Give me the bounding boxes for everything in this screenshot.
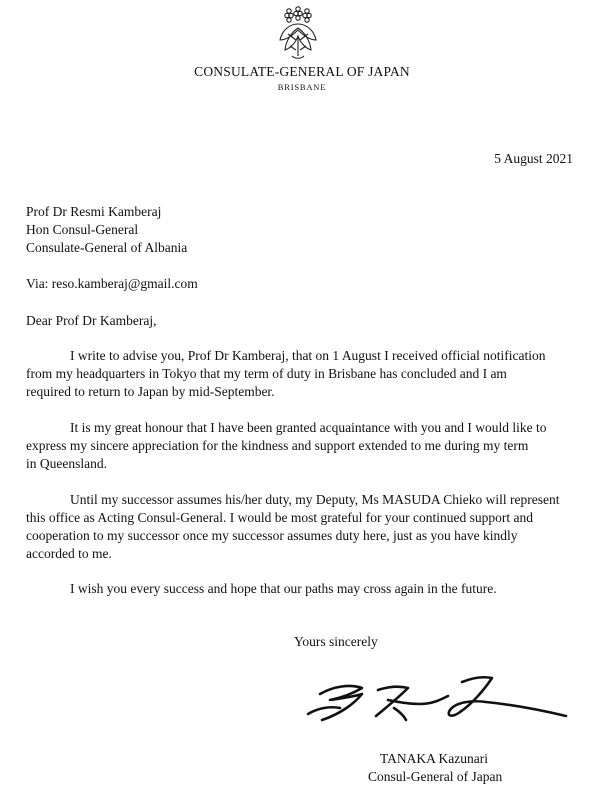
body-paragraph-4: [26, 580, 586, 598]
paragraph-line: express my sincere appreciation for the kindness and support extended to me during my term: [26, 438, 529, 453]
recipient-block: [26, 203, 187, 257]
recipient-organization: Consulate-General of Albania: [26, 240, 188, 255]
salutation: Dear Prof Dr Kamberaj,: [26, 313, 157, 328]
paragraph-line: from my headquarters in Tokyo that my term of duty in Brisbane has concluded and I am: [26, 366, 507, 381]
paragraph-line: accorded to me.: [26, 546, 112, 561]
paragraph-line: in Queensland.: [26, 456, 107, 471]
signer-title: Consul-General of Japan: [368, 769, 503, 784]
body-paragraph-2: [26, 419, 586, 473]
via-email-line: Via: reso.kamberaj@gmail.com: [26, 276, 198, 291]
paragraph-line: Until my successor assumes his/her duty, my Deputy, Ms MASUDA Chieko will represent: [70, 492, 560, 507]
handwritten-signature: [300, 664, 580, 734]
paragraph-line: cooperation to my successor once my successor assumes duty here, just as you have kindly: [26, 528, 518, 543]
recipient-title: Hon Consul-General: [26, 222, 139, 237]
paragraph-line: required to return to Japan by mid-September.: [26, 384, 275, 399]
paragraph-line: I write to advise you, Prof Dr Kamberaj, that on 1 August I received official notification: [70, 348, 546, 363]
signer-name: TANAKA Kazunari: [380, 751, 489, 766]
closing-phrase: Yours sincerely: [294, 634, 378, 649]
body-paragraph-3: [26, 491, 586, 563]
paragraph-line: It is my great honour that I have been granted acquaintance with you and I would like to: [70, 420, 547, 435]
recipient-name: Prof Dr Resmi Kamberaj: [26, 204, 162, 219]
letterhead-organization: CONSULATE-GENERAL OF JAPAN: [194, 64, 410, 79]
letterhead-city: BRISBANE: [277, 82, 327, 92]
paragraph-line: this office as Acting Consul-General. I would be most grateful for your continued support and: [26, 510, 534, 525]
body-paragraph-1: [26, 347, 586, 401]
paulownia-crest-icon: [276, 6, 320, 62]
letter-date: 5 August 2021: [494, 151, 573, 166]
paragraph-line: I wish you every success and hope that our paths may cross again in the future.: [70, 581, 497, 596]
